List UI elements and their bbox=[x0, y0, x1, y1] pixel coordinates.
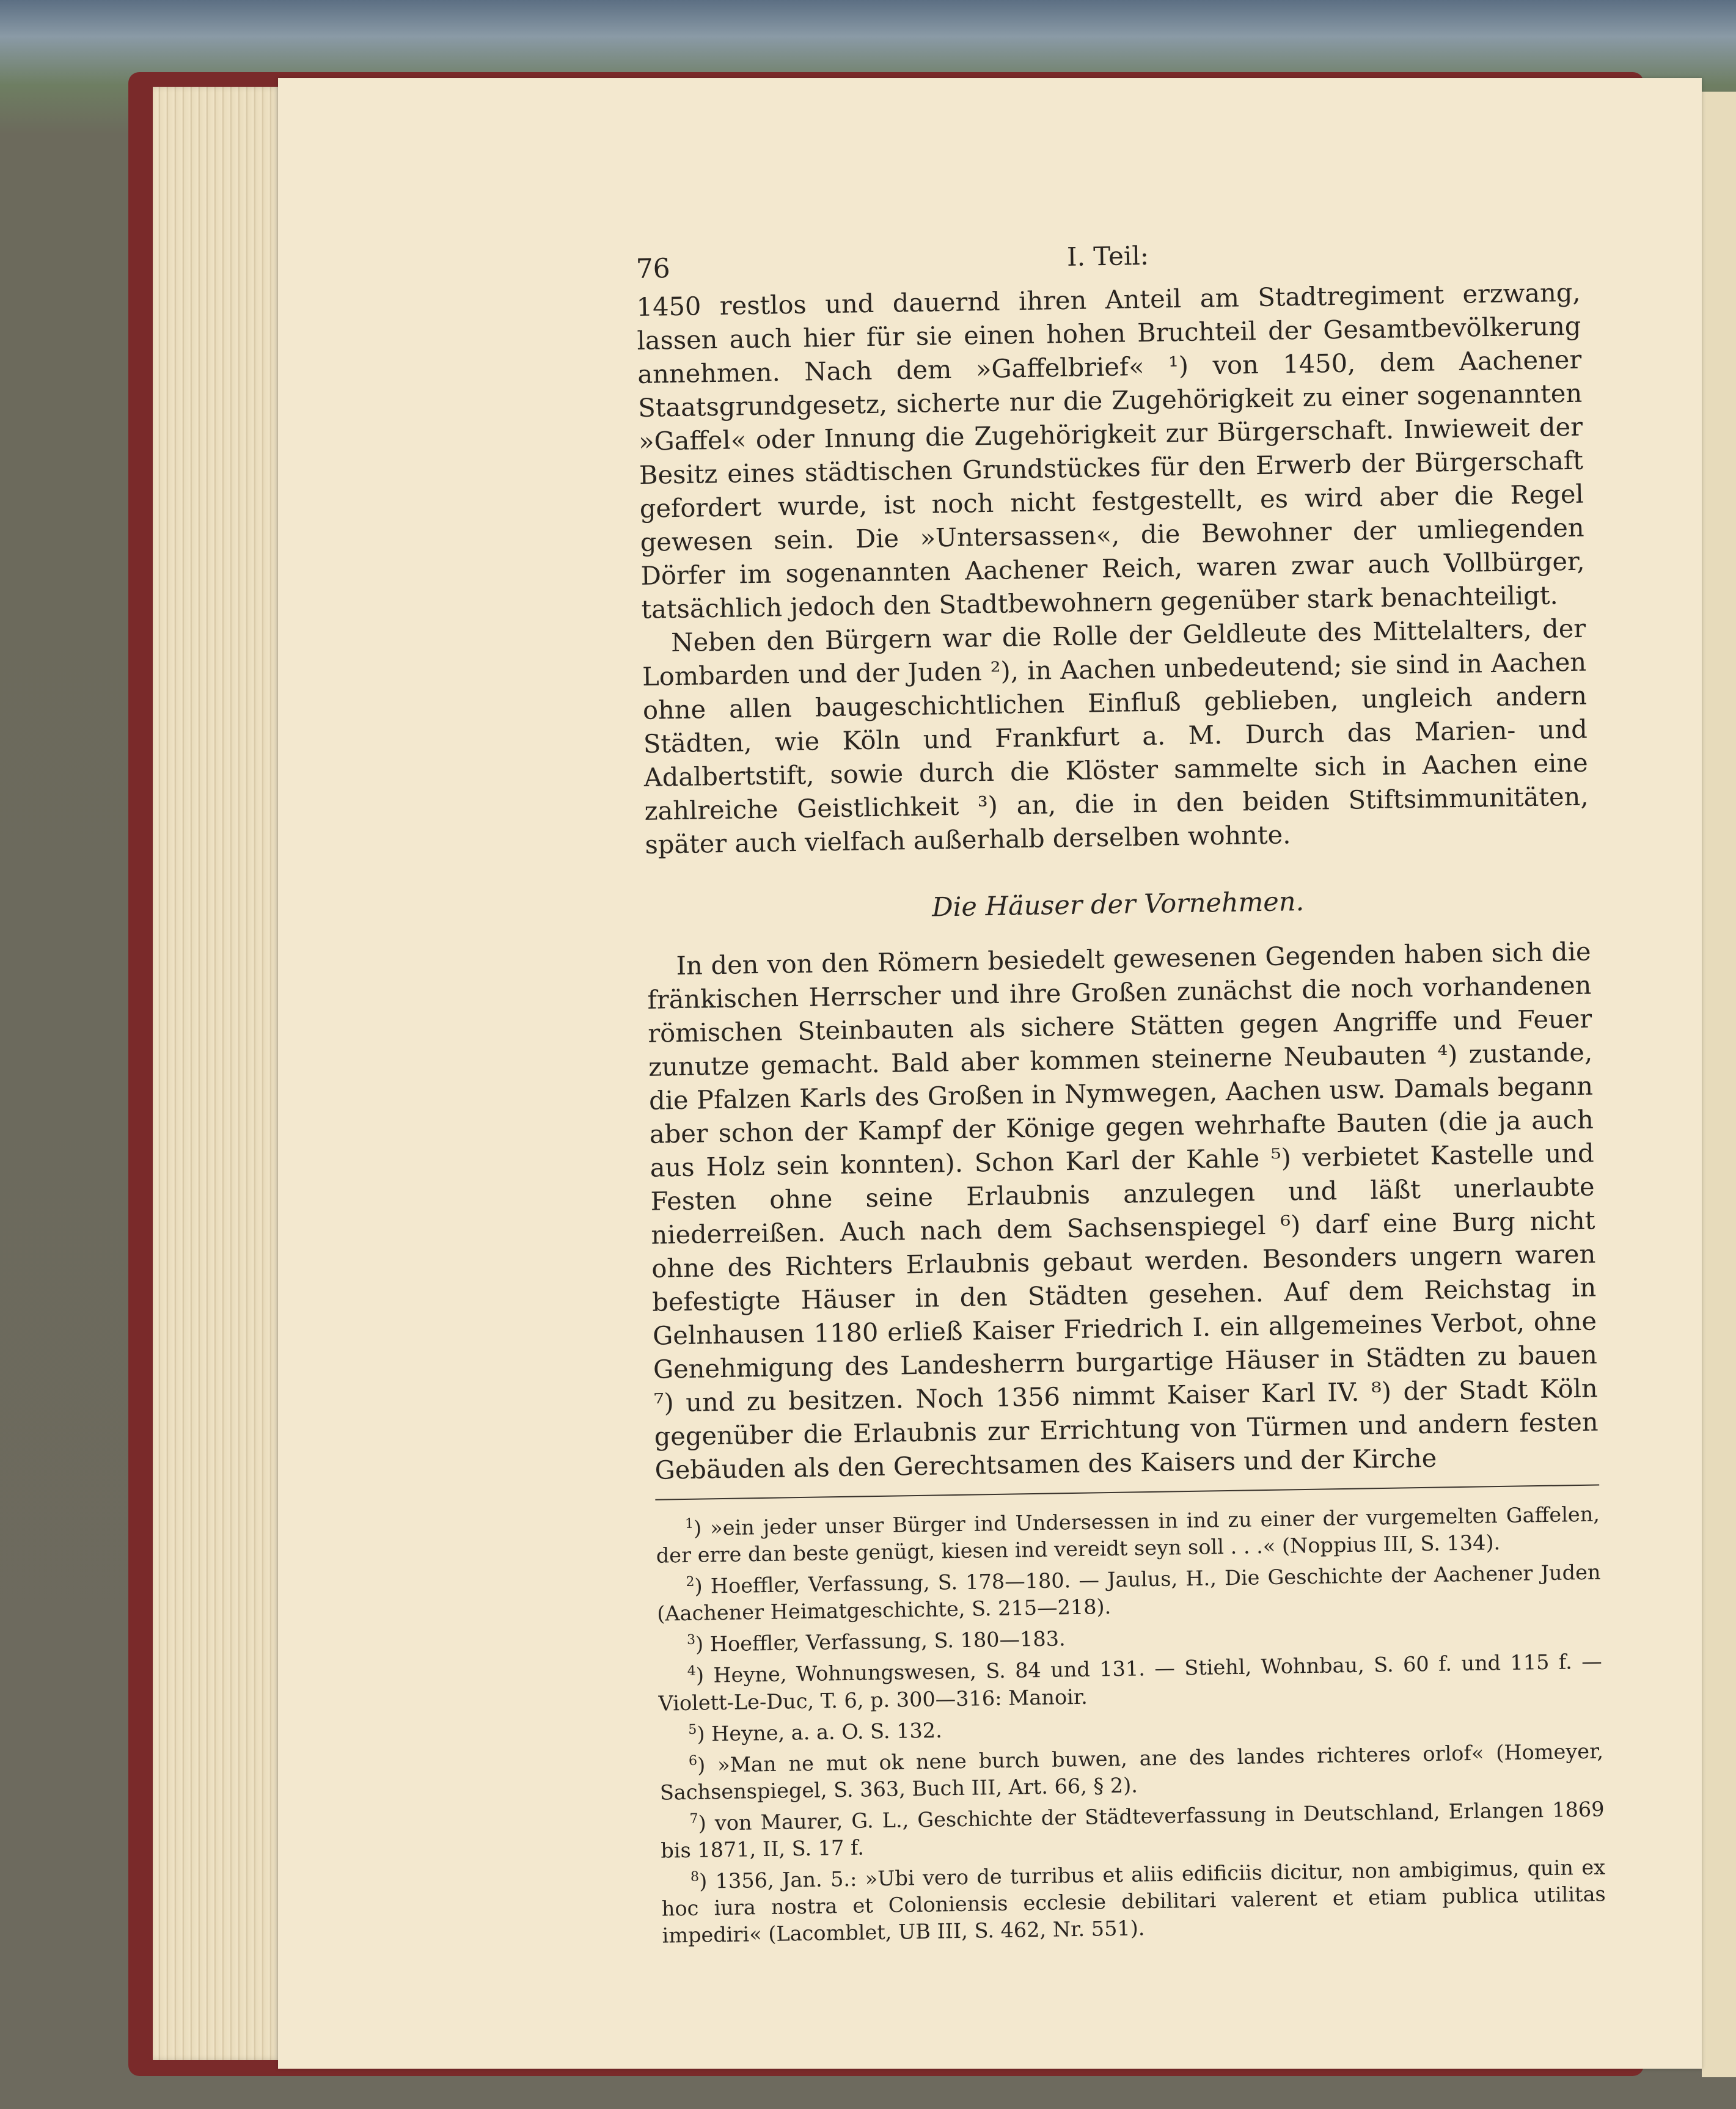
facing-page-edge bbox=[1702, 92, 1736, 2077]
footnote-mark: 7 bbox=[689, 1811, 698, 1827]
footnote-text: ) 1356, Jan. 5.: »Ubi vero de turribus et aliis edificiis dicitur, non ambigimus, quin ex hoc iura nostra et Coloniensis ecclesie debilitari valerent et etiam publica utilitas impediri« (Lacomblet, UB III, S. 462, Nr. 551). bbox=[661, 1855, 1606, 1948]
footnote-mark: 1 bbox=[684, 1516, 694, 1532]
footnote-text: ) Heyne, Wohnungswesen, S. 84 und 131. — Stiehl, Wohnbau, S. 60 f. und 115 f. — Violett-Le-Duc, T. 6, p. 300—316: Manoir. bbox=[658, 1650, 1603, 1716]
paragraph: Neben den Bürgern war die Rolle der Geldleute des Mittelalters, der Lombarden und der Juden ²), in Aachen unbedeutend; sie sind in Aachen ohne allen baugeschichtlichen Einfluß geblieben, ungleich andern Städten, wie Köln und Frankfurt a. M. Durch das Marien- und Adalbertstift, sowie durch die Klöster sammelte sich in Aachen eine zahlreiche Geistlichkeit ³) an, die in den beiden Stiftsimmunitäten, später auch vielfach außerhalb derselben wohnte. bbox=[642, 613, 1589, 860]
paragraph: 1450 restlos und dauernd ihren Anteil am Stadtregiment erzwang, lassen auch hier für sie einen hohen Bruchteil der Gesamtbevölkerung annehmen. Nach dem »Gaffelbrief« ¹) von 1450, dem Aachener Staatsgrundgesetz, sicherte nur die Zugehörigkeit zu einer sogenannten »Gaffel« oder Innung die Zugehörigkeit zur Bürgerschaft. Inwieweit der Besitz eines städtischen Grundstückes für den Erwerb der Bürgerschaft gefordert wurde, ist noch nicht festgestellt, es wird aber die Regel gewesen sein. Die »Untersassen«, die Bewohner der umliegenden Dörfer im sogenannten Aachener Reich, waren zwar auch Vollbürger, tatsächlich jedoch den Stadtbewohnern gegenüber stark benachteiligt. bbox=[636, 277, 1585, 624]
footnote-mark: 2 bbox=[686, 1574, 695, 1590]
footnote-mark: 6 bbox=[688, 1753, 698, 1769]
footnote-mark: 4 bbox=[687, 1664, 696, 1680]
footnote-rule bbox=[655, 1484, 1599, 1500]
footnote-text: ) Hoeffler, Verfassung, S. 178—180. — Jaulus, H., Die Geschichte der Aachener Juden (Aachener Heimatgeschichte, S. 215—218). bbox=[656, 1560, 1601, 1626]
footnote bbox=[661, 1849, 1606, 1949]
footnotes bbox=[656, 1496, 1606, 1949]
footnote-text: ) »ein jeder unser Bürger ind Undersessen in ind zu einer der vurgemelten Gaffelen, der erre dan beste genügt, kiesen ind vereidt seyn soll . . .« (Noppius III, S. 134). bbox=[656, 1502, 1600, 1568]
footnote-mark: 5 bbox=[688, 1722, 697, 1738]
paragraph: In den von den Römern besiedelt gewesenen Gegenden haben sich die fränkischen Herrscher und ihre Großen zunächst die noch vorhandenen römischen Steinbauten als sichere Stätten gegen Angriffe und Feuer zunutze gemacht. Bald aber kommen steinerne Neubauten ⁴) zustande, die Pfalzen Karls des Großen in Nymwegen, Aachen usw. Damals begann aber schon der Kampf der Könige gegen wehrhafte Bauten (die ja auch aus Holz sein konnten). Schon Karl der Kahle ⁵) verbietet Kastelle und Festen ohne seine Erlaubnis anzulegen und läßt unerlaubte niederreißen. Auch nach dem Sachsenspiegel ⁶) darf eine Burg nicht ohne des Richters Erlaubnis gebaut werden. Besonders ungern waren befestigte Häuser in den Städten gesehen. Auf dem Reichstag in Gelnhausen 1180 erließ Kaiser Friedrich I. ein allgemeines Verbot, ohne Genehmigung des Landesherrn burgartige Häuser in Städten zu bauen ⁷) und zu besitzen. Noch 1356 nimmt Kaiser Karl IV. ⁸) der Stadt Köln gegenüber die Erlaubnis zur Errichtung von Türmen und andern festen Gebäuden als den Gerechtsamen des Kaisers und der Kirche bbox=[647, 936, 1599, 1485]
footnote-text: ) Heyne, a. a. O. S. 132. bbox=[697, 1718, 943, 1746]
main-text bbox=[636, 276, 1599, 1487]
footnote-text: ) »Man ne mut ok nene burch buwen, ane des landes richteres orlof« (Homeyer, Sachsenspiegel, S. 363, Buch III, Art. 66, § 2). bbox=[659, 1739, 1604, 1805]
page-number: 76 bbox=[635, 253, 671, 285]
footnote-mark: 3 bbox=[686, 1632, 696, 1648]
page-content bbox=[635, 227, 1606, 1950]
footnote-mark: 8 bbox=[690, 1869, 700, 1885]
page-edges bbox=[153, 87, 281, 2060]
running-head: I. Teil: bbox=[1066, 240, 1149, 272]
footnote-text: ) Hoeffler, Verfassung, S. 180—183. bbox=[695, 1626, 1066, 1657]
footnote-text: ) von Maurer, G. L., Geschichte der Städteverfassung in Deutschland, Erlangen 1869 bis 1871, II, S. 17 f. bbox=[661, 1797, 1605, 1863]
section-heading: Die Häuser der Vornehmen. bbox=[931, 886, 1305, 923]
